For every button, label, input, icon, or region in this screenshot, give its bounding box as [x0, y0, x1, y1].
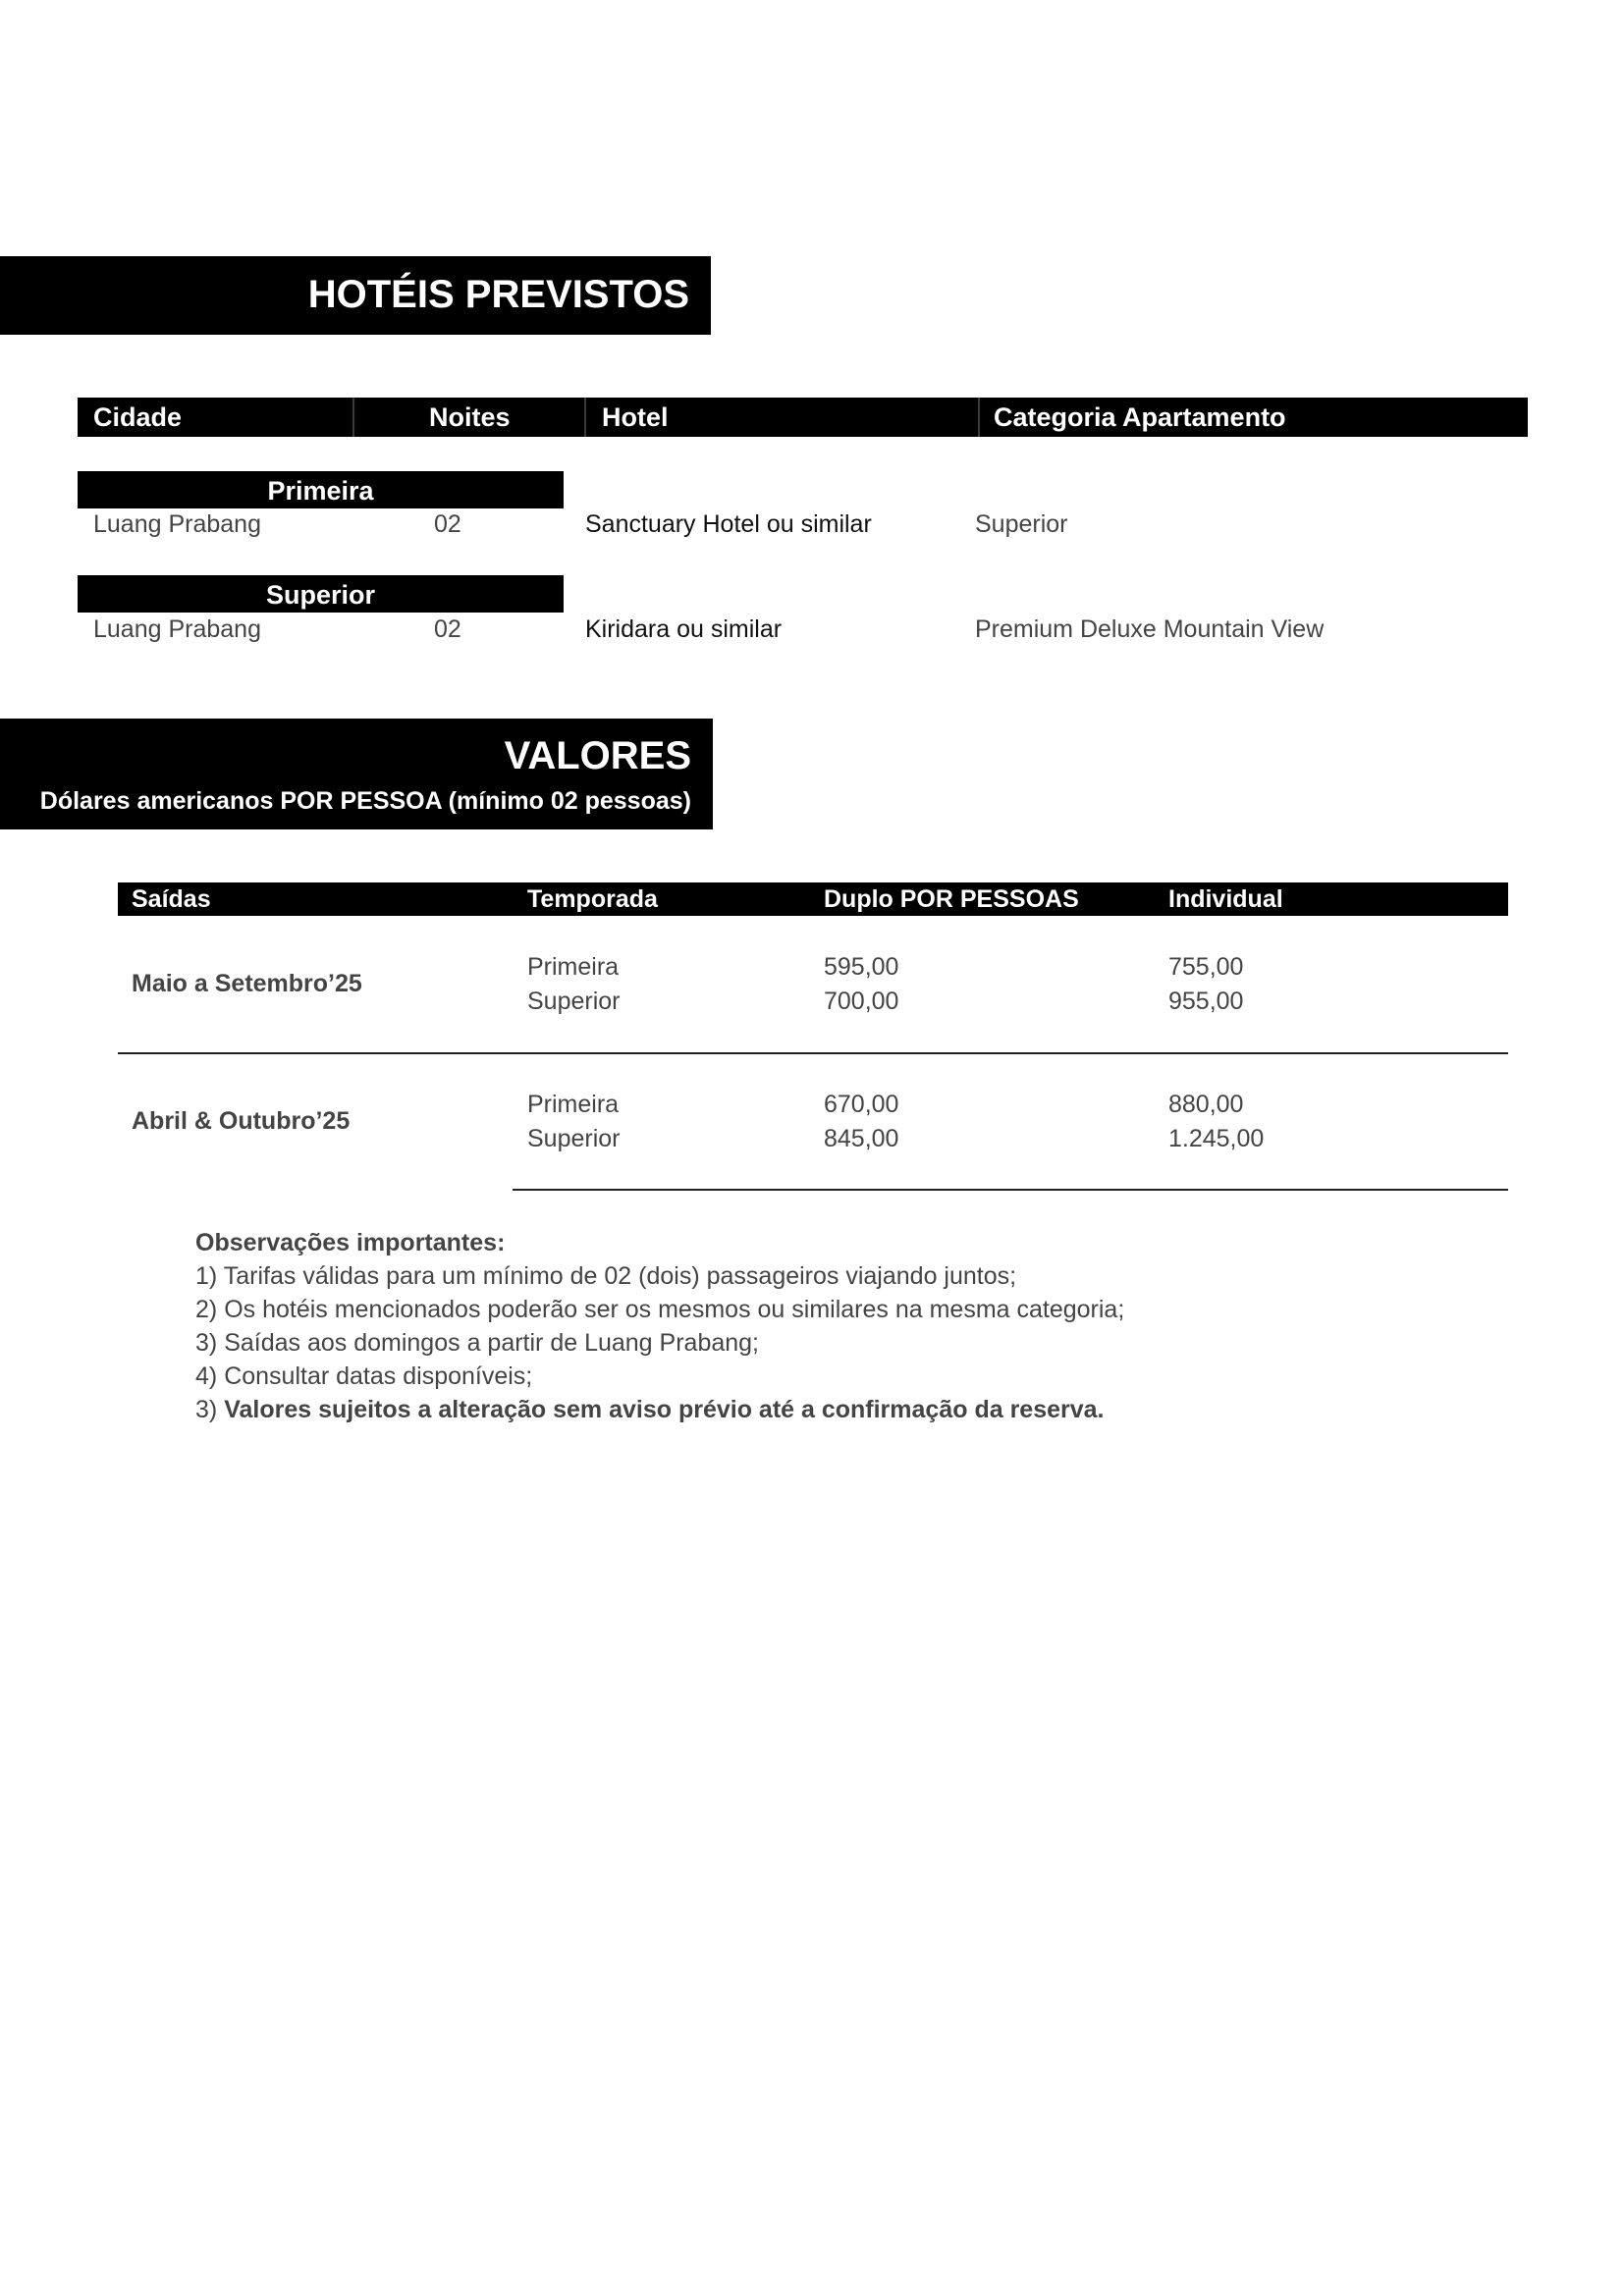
prices-banner [0, 719, 713, 829]
prices-title: VALORES [504, 734, 691, 777]
header-city: Cidade [93, 402, 183, 432]
note-item [195, 1296, 1124, 1324]
price-row-single: 880,00 [1168, 1091, 1244, 1118]
hotel-row-room-category: Premium Deluxe Mountain View [975, 615, 1325, 643]
note-text: Os hotéis mencionados poderão ser os mesmos ou similares na mesma categoria; [224, 1296, 1125, 1323]
hotels-banner [0, 256, 711, 335]
hotel-row-hotel: Kiridara ou similar [585, 615, 783, 643]
hotel-row-nights: 02 [434, 615, 461, 643]
notes-title: Observações importantes: [195, 1229, 506, 1256]
prices-subtitle: Dólares americanos POR PESSOA (mínimo 02 pessoas) [39, 787, 691, 815]
category-label-superior: Superior [78, 575, 564, 613]
hotel-row-room-category: Superior [975, 510, 1068, 538]
price-row-season: Primeira [527, 1091, 620, 1118]
note-item [195, 1262, 1016, 1291]
hotel-row-city: Luang Prabang [93, 615, 261, 643]
prices-table-header [118, 882, 1508, 916]
table-bottom-rule [513, 1189, 1508, 1191]
hotel-row-hotel: Sanctuary Hotel ou similar [585, 510, 872, 538]
note-item [195, 1396, 1105, 1424]
header-room-category: Categoria Apartamento [994, 402, 1286, 432]
price-row-double: 845,00 [824, 1125, 899, 1152]
price-row-season: Superior [527, 988, 621, 1015]
price-row-double: 700,00 [824, 988, 899, 1015]
note-number: 3) [195, 1396, 218, 1423]
note-number: 4) [195, 1362, 218, 1390]
note-item [195, 1329, 759, 1358]
note-number: 2) [195, 1296, 218, 1323]
price-row-season: Primeira [527, 953, 620, 981]
hotel-row-city: Luang Prabang [93, 510, 261, 538]
note-number: 1) [195, 1262, 218, 1290]
header-nights: Noites [429, 402, 511, 432]
header-divider [352, 398, 354, 437]
period-label: Maio a Setembro’25 [132, 970, 362, 997]
note-text: Saídas aos domingos a partir de Luang Prabang; [224, 1329, 759, 1357]
note-item [195, 1362, 532, 1391]
header-single: Individual [1168, 885, 1283, 913]
note-number: 3) [195, 1329, 218, 1357]
price-row-single: 955,00 [1168, 988, 1244, 1015]
hotel-row-nights: 02 [434, 510, 461, 538]
price-row-double: 595,00 [824, 953, 899, 981]
header-hotel: Hotel [602, 402, 669, 432]
price-row-single: 1.245,00 [1168, 1125, 1265, 1152]
note-text: Tarifas válidas para um mínimo de 02 (dois) passageiros viajando juntos; [223, 1262, 1017, 1290]
header-double: Duplo POR PESSOAS [824, 885, 1079, 913]
hotels-table-header [78, 398, 1528, 437]
price-row-single: 755,00 [1168, 953, 1244, 981]
header-departures: Saídas [132, 885, 211, 913]
category-label-primeira: Primeira [78, 471, 564, 508]
period-label: Abril & Outubro’25 [132, 1107, 351, 1135]
price-row-double: 670,00 [824, 1091, 899, 1118]
period-divider [118, 1052, 1508, 1054]
note-text: Consultar datas disponíveis; [224, 1362, 533, 1390]
price-row-season: Superior [527, 1125, 621, 1152]
note-text: Valores sujeitos a alteração sem aviso prévio até a confirmação da reserva. [224, 1396, 1105, 1423]
hotels-title: HOTÉIS PREVISTOS [307, 273, 689, 316]
header-divider [584, 398, 586, 437]
header-divider [978, 398, 980, 437]
header-season: Temporada [527, 885, 658, 913]
